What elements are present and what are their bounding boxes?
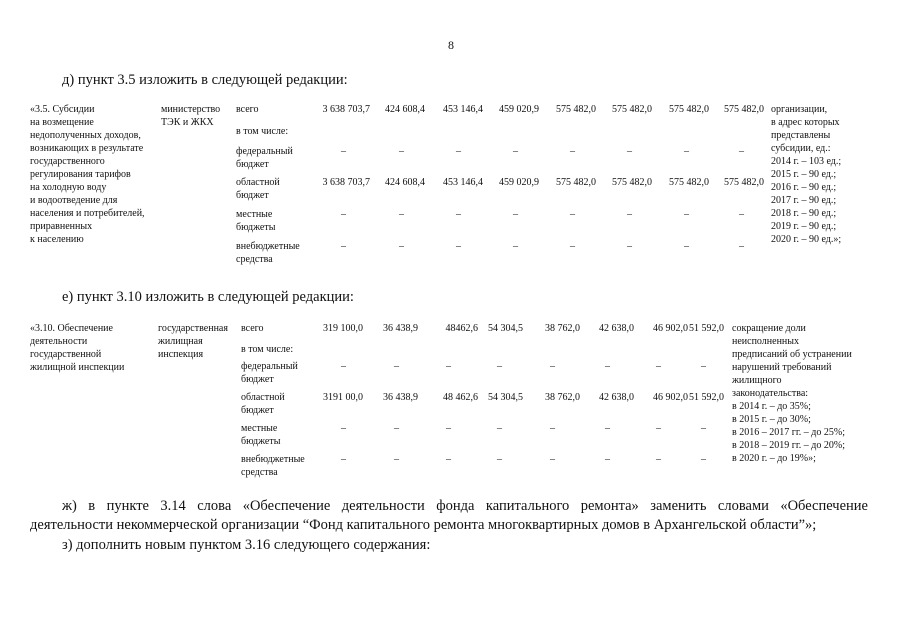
table2-cell: 46 902,0 (653, 392, 688, 403)
table2-cell: 38 762,0 (545, 323, 580, 334)
table1-row-label: всего (236, 104, 259, 115)
table1-row-label: внебюджетные средства (236, 241, 300, 265)
table1-cell: 575 482,0 (556, 104, 596, 115)
table2-cell: – (446, 454, 451, 465)
table1-cell: – (684, 241, 689, 252)
table2-cell: 42 638,0 (599, 323, 634, 334)
table2-cell: – (550, 454, 555, 465)
table2-cell: 38 762,0 (545, 392, 580, 403)
table1-cell: 575 482,0 (669, 104, 709, 115)
table1-cell: – (684, 209, 689, 220)
paragraph-zh-line2: деятельности некоммерческой организации “Фонд капитального ремонта многоквартирных домов в Архангельской области”»; (30, 517, 817, 533)
table1-cell: – (627, 209, 632, 220)
paragraph-e: е) пункт 3.10 изложить в следующей редакции: (62, 289, 354, 305)
table2-cell: – (550, 423, 555, 434)
table2-cell: – (656, 423, 661, 434)
table1-cell: 575 482,0 (612, 104, 652, 115)
table1-item-name: «3.5. Субсидии на возмещение недополученных доходов, возникающих в результате государственного регулирования тарифов на холодную воду и водоотведение для населения и потребителей, приравненных к населению (30, 104, 145, 245)
table2-cell: – (446, 423, 451, 434)
table2-cell: 51 592,0 (689, 392, 724, 403)
table2-item-name: «3.10. Обеспечение деятельности государственной жилищной инспекции (30, 323, 125, 373)
table1-cell: – (341, 241, 346, 252)
table1-cell: – (570, 241, 575, 252)
table2-cell: 48 462,6 (443, 392, 478, 403)
table1-cell: – (513, 146, 518, 157)
table1-cell: 453 146,4 (443, 177, 483, 188)
table1-cell: – (341, 209, 346, 220)
table2-cell: – (550, 361, 555, 372)
table1-cell: – (739, 146, 744, 157)
table1-cell: 459 020,9 (499, 104, 539, 115)
table2-cell: – (497, 454, 502, 465)
table2-cell: – (394, 454, 399, 465)
table2-cell: 54 304,5 (488, 323, 523, 334)
table1-cell: 459 020,9 (499, 177, 539, 188)
table1-cell: – (456, 209, 461, 220)
table1-cell: – (399, 209, 404, 220)
table1-cell: – (399, 241, 404, 252)
table1-cell: – (513, 241, 518, 252)
table2-cell: – (341, 454, 346, 465)
table1-row-label: федеральный бюджет (236, 146, 293, 170)
table2-cell: – (446, 361, 451, 372)
table1-cell: 575 482,0 (724, 104, 764, 115)
table2-cell: 54 304,5 (488, 392, 523, 403)
table2-row-label: местные бюджеты (241, 423, 281, 447)
table2-cell: 36 438,9 (383, 392, 418, 403)
table1-cell: 424 608,4 (385, 177, 425, 188)
table1-cell: – (513, 209, 518, 220)
table2-cell: – (497, 361, 502, 372)
paragraph-z: з) дополнить новым пунктом 3.16 следующего содержания: (62, 537, 431, 553)
table2-row-label: федеральный бюджет (241, 361, 298, 385)
table1-cell: – (627, 146, 632, 157)
table2-result: сокращение доли неисполненных предписаний об устранении нарушений требований жилищного законодательства: в 2014 г. – до 35%; в 2015 г. – до 30%; в 2016 – 2017 гг. – до 25%; в 2018 – 2019 гг. – до 20%; в 2020 г. – до 19%»; (732, 323, 852, 464)
table2-cell: 51 592,0 (689, 323, 724, 334)
table2-cell: – (394, 361, 399, 372)
table2-cell: 319 100,0 (323, 323, 363, 334)
table2-cell: 46 902,0 (653, 323, 688, 334)
table2-cell: – (341, 361, 346, 372)
table2-cell: – (497, 423, 502, 434)
table1-cell: – (399, 146, 404, 157)
table1-cell: – (570, 209, 575, 220)
table2-cell: 3191 00,0 (323, 392, 363, 403)
table2-cell: – (394, 423, 399, 434)
table1-row-label: в том числе: (236, 126, 289, 137)
table2-cell: – (605, 423, 610, 434)
table2-row-label: всего (241, 323, 264, 334)
table2-row-label: внебюджетные средства (241, 454, 305, 478)
table1-cell: – (341, 146, 346, 157)
table1-cell: – (739, 209, 744, 220)
paragraph-d: д) пункт 3.5 изложить в следующей редакции: (62, 72, 348, 88)
table1-cell: – (456, 241, 461, 252)
table2-cell: 36 438,9 (383, 323, 418, 334)
table2-cell: – (341, 423, 346, 434)
table1-cell: – (627, 241, 632, 252)
table1-row-label: местные бюджеты (236, 209, 276, 233)
table2-cell: – (656, 361, 661, 372)
table2-cell: – (701, 454, 706, 465)
table1-cell: 3 638 703,7 (322, 177, 370, 188)
paragraph-zh-line1: ж) в пункте 3.14 слова «Обеспечение деятельности фонда капитального ремонта» заменить словами «Обеспечение (62, 498, 868, 514)
table2-cell: – (656, 454, 661, 465)
table1-cell: 3 638 703,7 (322, 104, 370, 115)
table1-result: организации, в адрес которых представлены субсидии, ед.: 2014 г. – 103 ед.; 2015 г. – 90 ед.; 2016 г. – 90 ед.; 2017 г. – 90 ед.; 2018 г. – 90 ед.; 2019 г. – 90 ед.; 2020 г. – 90 ед.»; (771, 104, 842, 245)
table1-cell: 575 482,0 (612, 177, 652, 188)
table1-cell: 453 146,4 (443, 104, 483, 115)
table2-cell: – (701, 423, 706, 434)
table2-cell: – (701, 361, 706, 372)
table2-row-label: областной бюджет (241, 392, 285, 416)
table2-executor: государственная жилищная инспекция (158, 323, 228, 360)
table1-cell: – (739, 241, 744, 252)
table2-cell: – (605, 361, 610, 372)
table1-cell: – (456, 146, 461, 157)
table2-row-label: в том числе: (241, 344, 294, 355)
table1-cell: – (684, 146, 689, 157)
table1-cell: – (570, 146, 575, 157)
table2-cell: 48462,6 (445, 323, 478, 334)
table1-cell: 575 482,0 (724, 177, 764, 188)
table1-row-label: областной бюджет (236, 177, 280, 201)
table1-cell: 575 482,0 (669, 177, 709, 188)
page-number: 8 (448, 38, 454, 52)
table2-cell: – (605, 454, 610, 465)
table1-cell: 575 482,0 (556, 177, 596, 188)
table1-cell: 424 608,4 (385, 104, 425, 115)
table1-executor: министерство ТЭК и ЖКХ (161, 104, 221, 128)
table2-cell: 42 638,0 (599, 392, 634, 403)
